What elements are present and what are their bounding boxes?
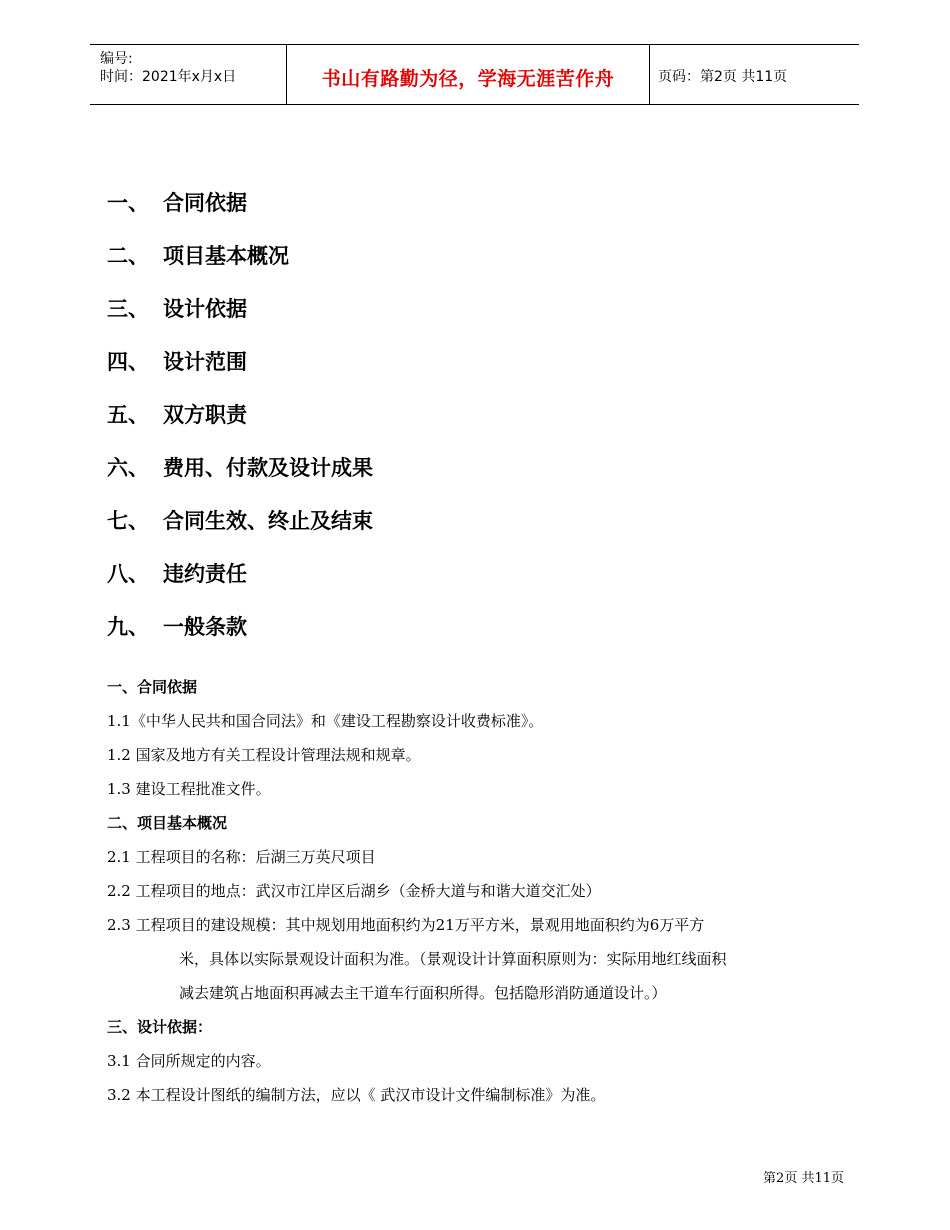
- toc-title: 双方职责: [163, 402, 247, 427]
- clause: 1.1《中华人民共和国合同法》和《建设工程勘察设计收费标准》。: [107, 712, 544, 730]
- toc-item: [107, 186, 373, 239]
- clause-continuation: 减去建筑占地面积再减去主干道车行面积所得。包括隐形消防通道设计。）: [179, 984, 667, 1002]
- page-number-label: 页码：第2页 共11页: [658, 69, 788, 85]
- header-left-cell: [90, 45, 287, 104]
- toc-item: [107, 292, 373, 345]
- time-label: 时间：2021年x月x日: [100, 69, 237, 85]
- toc-title: 一般条款: [163, 614, 247, 639]
- clause: 2.3 工程项目的建设规模：其中规划用地面积约为21万平方米，景观用地面积约为6万平方: [107, 916, 705, 934]
- header-right-cell: [650, 45, 859, 104]
- toc-number: 七、: [107, 508, 149, 533]
- toc-number: 一、: [107, 190, 149, 215]
- toc-number: 四、: [107, 349, 149, 374]
- toc-item: [107, 451, 373, 504]
- toc-number: 九、: [107, 614, 149, 639]
- page-header: [90, 44, 859, 105]
- toc-item: [107, 345, 373, 398]
- toc-title: 合同依据: [163, 190, 247, 215]
- clause: 2.1 工程项目的名称：后湖三万英尺项目: [107, 848, 376, 866]
- section-heading: 一、合同依据: [107, 678, 198, 696]
- header-middle-cell: [287, 45, 650, 104]
- toc-item: [107, 239, 373, 292]
- clause-continuation: 米，具体以实际景观设计面积为准。（景观设计计算面积原则为：实际用地红线面积: [179, 950, 727, 968]
- toc-title: 合同生效、终止及结束: [163, 508, 373, 533]
- section-heading: 二、项目基本概况: [107, 814, 228, 832]
- clause: 3.2 本工程设计图纸的编制方法，应以《 武汉市设计文件编制标准》为准。: [107, 1086, 606, 1104]
- toc-title: 设计范围: [163, 349, 247, 374]
- toc-title: 设计依据: [163, 296, 247, 321]
- toc-item: [107, 557, 373, 610]
- header-motto: 书山有路勤为径，学海无涯苦作舟: [321, 68, 615, 90]
- toc-number: 二、: [107, 243, 149, 268]
- toc-item: [107, 504, 373, 557]
- clause: 3.1 合同所规定的内容。: [107, 1052, 271, 1070]
- toc-title: 项目基本概况: [163, 243, 289, 268]
- toc-number: 六、: [107, 455, 149, 480]
- clause: 2.2 工程项目的地点：武汉市江岸区后湖乡（金桥大道与和谐大道交汇处）: [107, 882, 601, 900]
- code-label: 编号:: [100, 51, 133, 67]
- table-of-contents: [107, 186, 373, 663]
- clause: 1.2 国家及地方有关工程设计管理法规和规章。: [107, 746, 421, 764]
- toc-title: 违约责任: [163, 561, 247, 586]
- toc-number: 三、: [107, 296, 149, 321]
- toc-item: [107, 398, 373, 451]
- toc-number: 五、: [107, 402, 149, 427]
- toc-number: 八、: [107, 561, 149, 586]
- page-footer: 第2页 共11页: [763, 1171, 844, 1186]
- clause: 1.3 建设工程批准文件。: [107, 780, 271, 798]
- toc-title: 费用、付款及设计成果: [163, 455, 373, 480]
- toc-item: [107, 610, 373, 663]
- document-body: [107, 673, 852, 1115]
- section-heading: 三、设计依据：: [107, 1018, 213, 1036]
